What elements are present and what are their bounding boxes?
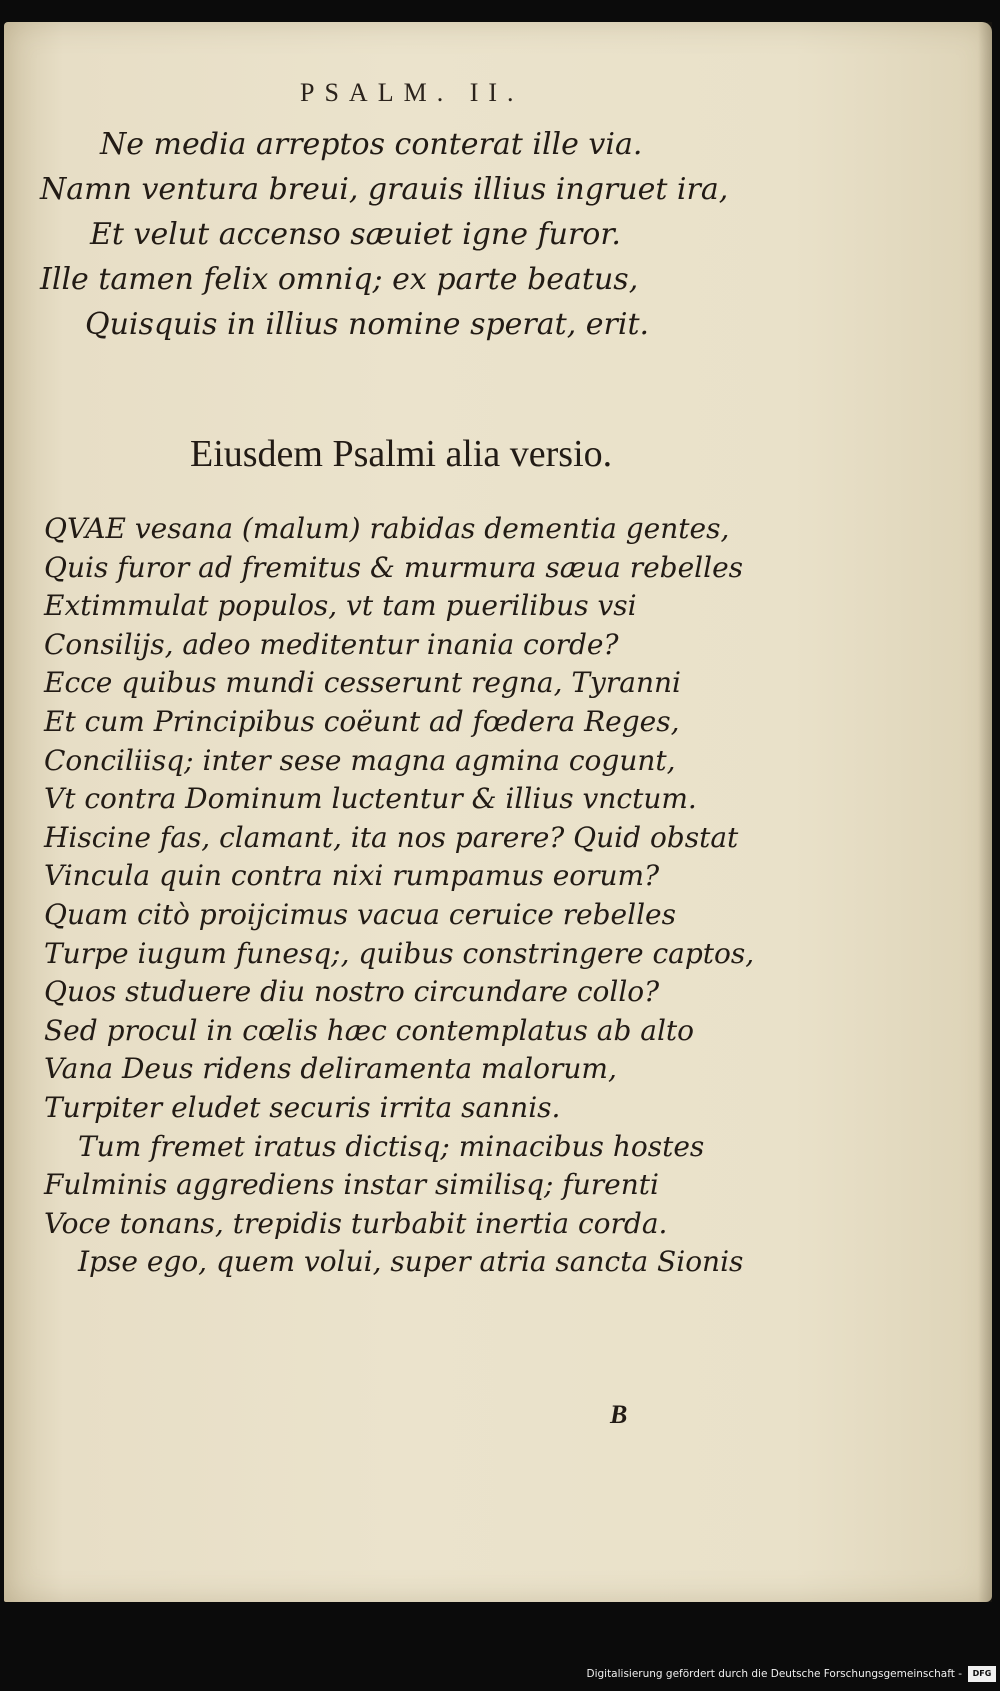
- verse-line: QVAE vesana (malum) rabidas dementia gentes,: [44, 512, 730, 545]
- verse-line: Turpe iugum funesq;, quibus constringere captos,: [44, 936, 755, 970]
- credit-text: Digitalisierung gefördert durch die Deutsche Forschungsgemeinschaft -: [586, 1668, 962, 1680]
- section-heading: Eiusdem Psalmi alia versio.: [190, 433, 613, 475]
- verse-line: Sed procul in cœlis hæc contemplatus ab alto: [44, 1013, 695, 1047]
- verse-line: Tum fremet iratus dictisq; minacibus hostes: [78, 1129, 705, 1163]
- verse-line: Namn ventura breui, grauis illius ingruet ira,: [40, 172, 729, 207]
- signature-mark: B: [610, 1400, 628, 1429]
- running-head: PSALM. II.: [300, 78, 524, 107]
- verse-line: Vt contra Dominum luctentur & illius vnctum.: [44, 782, 697, 816]
- dfg-logo-icon: DFG: [968, 1666, 996, 1682]
- verse-line: Turpiter eludet securis irrita sannis.: [44, 1090, 561, 1124]
- main-verse: [44, 510, 804, 1282]
- verse-line: Vana Deus ridens deliramenta malorum,: [44, 1052, 617, 1086]
- verse-line: Vincula quin contra nixi rumpamus eorum?: [44, 859, 660, 893]
- digitization-credit: [586, 1665, 996, 1683]
- verse-line: Et cum Principibus coëunt ad fœdera Reges,: [44, 704, 680, 738]
- verse-line: Quos studuere diu nostro circundare collo?: [44, 975, 660, 1009]
- verse-line: Extimmulat populos, vt tam puerilibus vsi: [44, 589, 637, 623]
- verse-line: Fulminis aggrediens instar similisq; furenti: [44, 1168, 659, 1202]
- verse-line: Quam citò proijcimus vacua ceruice rebelles: [44, 897, 676, 931]
- verse-line: Hiscine fas, clamant, ita nos parere? Quid obstat: [44, 820, 739, 854]
- verse-line: Et velut accenso sæuiet igne furor.: [90, 217, 621, 252]
- page-edge-shadow: [978, 22, 992, 1602]
- verse-line: Ille tamen felix omniq; ex parte beatus,: [40, 262, 639, 297]
- verse-line: Voce tonans, trepidis turbabit inertia corda.: [44, 1206, 668, 1240]
- verse-line: Quisquis in illius nomine sperat, erit.: [85, 307, 650, 342]
- verse-line: Ipse ego, quem volui, super atria sancta Sionis: [78, 1245, 744, 1279]
- verse-line: Ecce quibus mundi cesserunt regna, Tyranni: [44, 666, 681, 700]
- verse-line: Conciliisq; inter sese magna agmina cogunt,: [44, 743, 676, 777]
- verse-line: Quis furor ad fremitus & murmura sæua rebelles: [44, 550, 744, 584]
- top-stanza: [40, 122, 800, 347]
- verse-line: Consilijs, adeo meditentur inania corde?: [44, 627, 619, 661]
- verse-line: Ne media arreptos conterat ille via.: [100, 127, 643, 162]
